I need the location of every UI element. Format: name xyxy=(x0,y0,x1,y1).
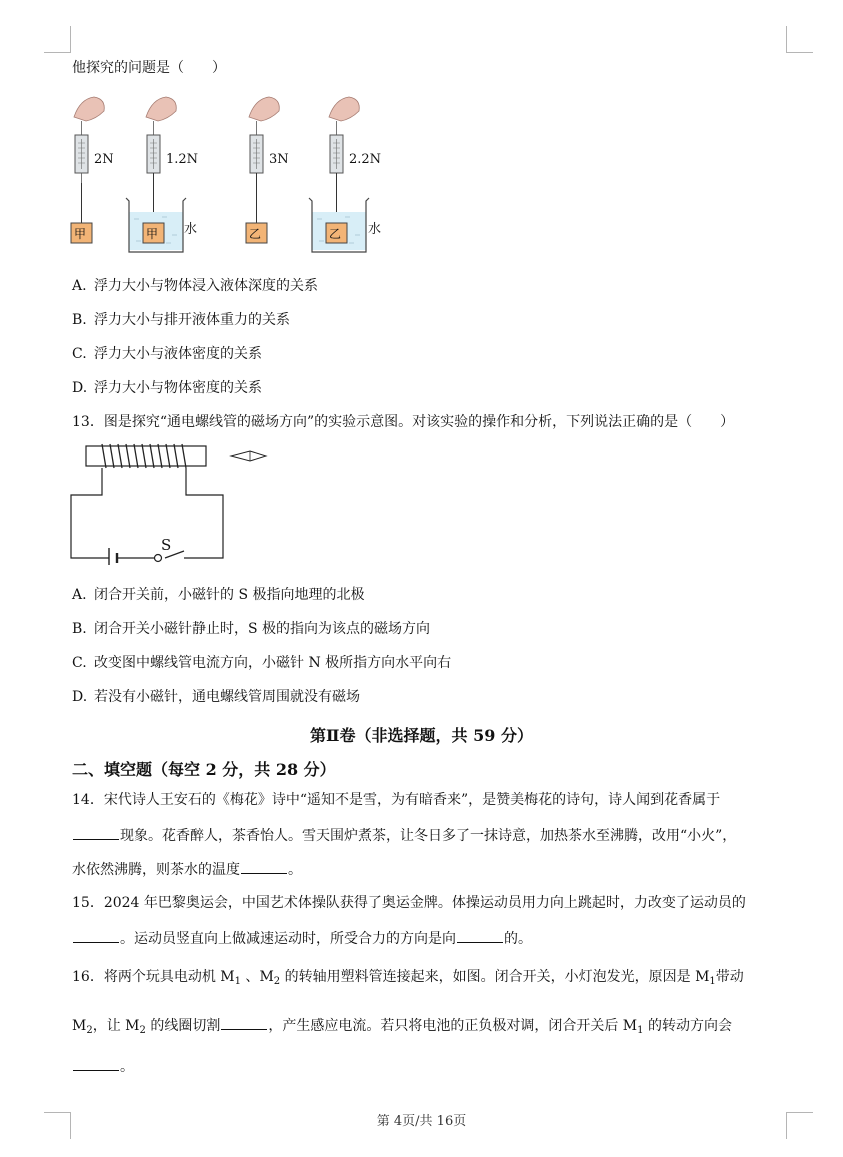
option-text: 闭合开关前，小磁针的 S 极指向地理的北极 xyxy=(94,587,365,603)
object-label-2: 甲 xyxy=(146,227,159,241)
q16-text: 16．将两个玩具电动机 xyxy=(72,969,221,985)
answer-blank[interactable] xyxy=(73,930,119,943)
q14-line-2 xyxy=(72,827,736,843)
option-text: 浮力大小与液体密度的关系 xyxy=(94,346,262,362)
section-2-title: 第Ⅱ卷（非选择题，共 59 分） xyxy=(310,726,533,745)
q12-figure xyxy=(66,95,396,260)
option-letter: B. xyxy=(72,312,87,328)
motor-symbol: M xyxy=(125,1018,140,1034)
answer-blank[interactable] xyxy=(221,1017,267,1030)
circuit-wire xyxy=(71,468,223,558)
q12-stem-tail: 他探究的问题是（ ） xyxy=(72,60,226,76)
option-text: 改变图中螺线管电流方向，小磁针 N 极所指方向水平向右 xyxy=(94,655,452,671)
q14-line-2-text: 现象。花香醉人，茶香怡人。雪天围炉煮茶，让冬日多了一抹诗意，加热茶水至沸腾，改用“小火”， xyxy=(120,828,737,844)
q16-text: 的转动方向会 xyxy=(643,1018,732,1034)
q15-line-2-end: 的。 xyxy=(504,931,532,947)
q14-line-3 xyxy=(72,861,302,877)
option-letter: A. xyxy=(72,278,87,294)
q12-option-a[interactable] xyxy=(72,279,318,293)
reading-4: 2.2N xyxy=(349,152,382,167)
q13-option-d[interactable] xyxy=(72,690,360,704)
q14-line-1: 14．宋代诗人王安石的《梅花》诗中“遥知不是雪，为有暗香来”，是赞美梅花的诗句，诗人闻到花香属于 xyxy=(72,792,721,808)
part-2-title: 二、填空题（每空 2 分，共 28 分） xyxy=(72,760,336,779)
q14-line-3-end: 。 xyxy=(288,862,302,878)
option-letter: A. xyxy=(72,587,87,603)
q16-line-3 xyxy=(72,1058,134,1074)
answer-blank[interactable] xyxy=(73,827,119,840)
reading-2: 1.2N xyxy=(166,152,199,167)
q16-text: ，产生感应电流。若只将电池的正负极对调，闭合开关后 xyxy=(268,1018,623,1034)
option-text: 闭合开关小磁针静止时，S 极的指向为该点的磁场方向 xyxy=(94,621,431,637)
subscript: 2 xyxy=(86,1025,93,1036)
q16-text: 的线圈切割 xyxy=(145,1018,221,1034)
q16-line-1 xyxy=(72,970,744,987)
motor-symbol: M xyxy=(695,969,710,985)
option-text: 浮力大小与物体密度的关系 xyxy=(94,380,262,396)
subscript: 2 xyxy=(139,1025,146,1036)
battery xyxy=(109,548,117,565)
q14-line-3-text: 水依然沸腾，则茶水的温度 xyxy=(72,862,240,878)
q13-circuit-figure xyxy=(66,440,286,565)
object-label-3: 乙 xyxy=(249,227,262,241)
q13-option-a[interactable] xyxy=(72,588,365,602)
object-label-4: 乙 xyxy=(329,227,342,241)
subscript: 1 xyxy=(234,976,241,987)
reading-1: 2N xyxy=(94,152,114,167)
option-letter: D. xyxy=(72,380,88,396)
q13-option-c[interactable] xyxy=(72,656,451,670)
option-letter: C. xyxy=(72,346,87,362)
answer-blank[interactable] xyxy=(241,861,287,874)
motor-symbol: M xyxy=(72,1018,87,1034)
water-label-2: 水 xyxy=(368,222,382,237)
q16-text: 带动 xyxy=(715,969,744,985)
q13-stem: 13．图是探究“通电螺线管的磁场方向”的实验示意图。对该实验的操作和分析，下列说法正确的是（ ） xyxy=(72,414,735,430)
q12-option-d[interactable] xyxy=(72,381,262,395)
crop-mark-top-left xyxy=(44,26,71,53)
option-text: 若没有小磁针，通电螺线管周围就没有磁场 xyxy=(94,689,360,705)
q16-text: 。 xyxy=(120,1059,134,1075)
reading-3: 3N xyxy=(269,152,289,167)
motor-symbol: M xyxy=(622,1018,638,1034)
q12-option-c[interactable] xyxy=(72,347,262,361)
switch-contact xyxy=(155,555,162,562)
q12-option-b[interactable] xyxy=(72,313,290,327)
crop-mark-top-right xyxy=(786,26,813,53)
page-footer: 第 4页/共 16页 xyxy=(376,1114,467,1129)
q16-line-2 xyxy=(72,1017,732,1036)
q15-line-2 xyxy=(72,930,532,946)
motor-symbol: M xyxy=(259,969,274,985)
motor-symbol: M xyxy=(220,969,235,985)
subscript: 2 xyxy=(273,976,281,987)
q13-option-b[interactable] xyxy=(72,622,430,636)
q16-text: ，让 xyxy=(92,1018,126,1034)
q15-line-1: 15．2024 年巴黎奥运会，中国艺术体操队获得了奥运金牌。体操运动员用力向上跳起时，力改变了运动员的 xyxy=(72,895,746,911)
subscript: 1 xyxy=(637,1025,644,1036)
water-label-1: 水 xyxy=(184,222,198,237)
subscript: 1 xyxy=(709,976,716,987)
option-letter: B. xyxy=(72,621,87,637)
switch-label: S xyxy=(161,536,172,554)
option-letter: C. xyxy=(72,655,87,671)
q16-text: 的转轴用塑料管连接起来，如图。闭合开关，小灯泡发光，原因是 xyxy=(280,969,696,985)
q15-line-2-text: 。运动员竖直向上做减速运动时，所受合力的方向是向 xyxy=(120,931,456,947)
object-label-1: 甲 xyxy=(74,227,87,241)
separator: 、 xyxy=(240,969,260,985)
answer-blank[interactable] xyxy=(457,930,503,943)
answer-blank[interactable] xyxy=(73,1058,119,1071)
option-text: 浮力大小与物体浸入液体深度的关系 xyxy=(94,278,318,294)
option-letter: D. xyxy=(72,689,88,705)
compass-needle xyxy=(231,451,266,461)
option-text: 浮力大小与排开液体重力的关系 xyxy=(94,312,290,328)
